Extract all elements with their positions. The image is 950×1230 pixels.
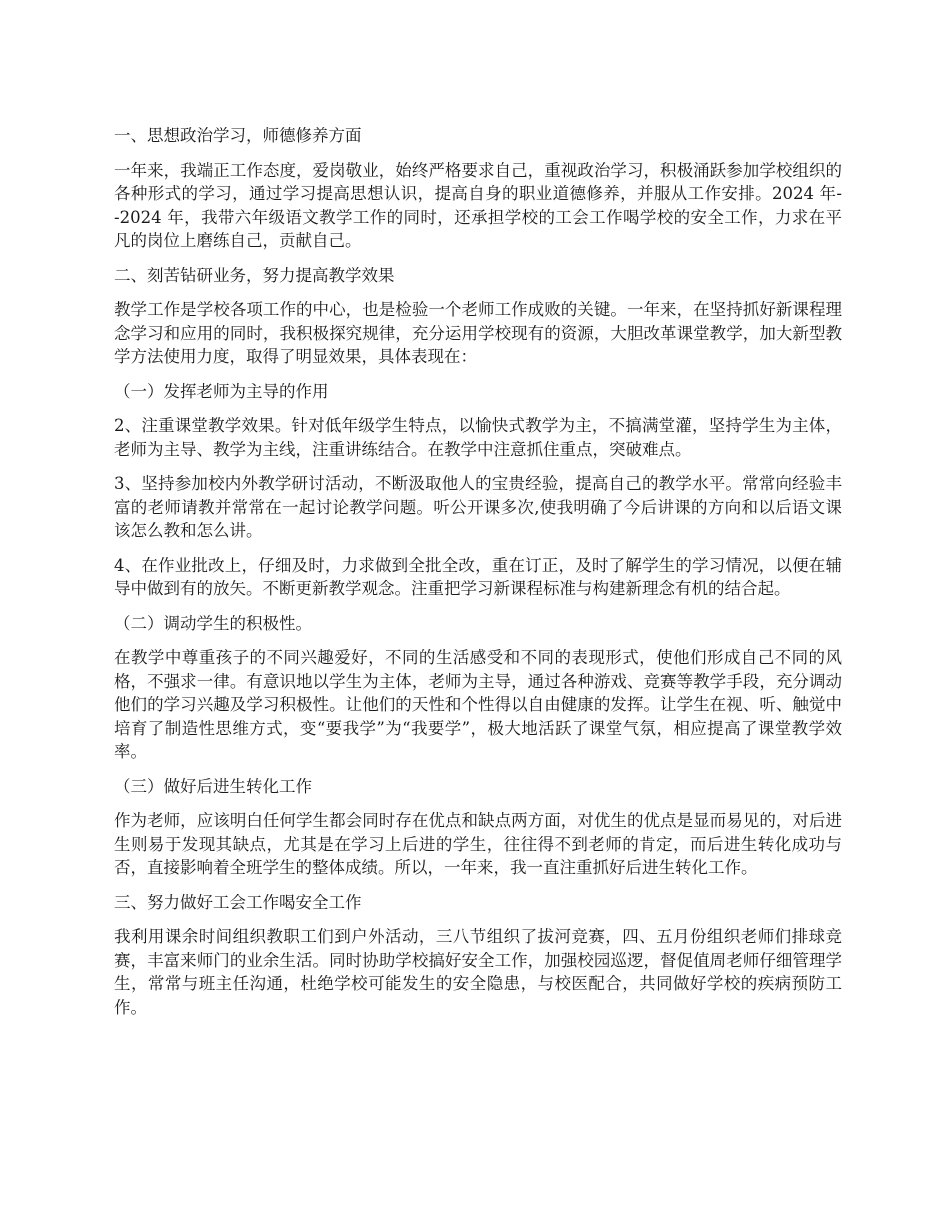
paragraph-student-motivation: 在教学中尊重孩子的不同兴趣爱好，不同的生活感受和不同的表现形式，使他们形成自己不同的风格，不强求一律。有意识地以学生为主体，老师为主导，通过各种游戏、竞赛等教学手段，充分调动他们的学习兴趣及学习积极性。让他们的天性和个性得以自由健康的发挥。让学生在视、听、触觉中培育了制造性思维方式，变“要我学”为“我要学”，极大地活跃了课堂气氛，相应提高了课堂教学效率。 [114, 648, 842, 761]
paragraph-political-study: 一年来，我端正工作态度，爱岗敬业，始终严格要求自己，重视政治学习，积极涌跃参加学校组织的各种形式的学习，通过学习提高思想认识，提高自身的职业道德修养，并服从工作安排。2024 年--2024 年，我带六年级语文教学工作的同时，还承担学校的工会工作喝学校的安全工作，力求在平凡的岗位上磨练自己，贡献自己。 [114, 160, 842, 250]
section-heading-2: 二、刻苦钻研业务，努力提高教学效果 [114, 265, 395, 285]
paragraph-item-2: 2、注重课堂教学效果。针对低年级学生特点，以愉快式教学为主，不搞满堂灌，坚持学生为主体，老师为主导、教学为主线，注重讲练结合。在教学中注意抓住重点，突破难点。 [114, 416, 842, 459]
paragraph-item-3: 3、坚持参加校内外教学研讨活动，不断汲取他人的宝贵经验，提高自己的教学水平。常常向经验丰富的老师请教并常常在一起讨论教学问题。听公开课多次,使我明确了今后讲课的方向和以后语文课该怎么教和怎么讲。 [114, 474, 842, 540]
document-body [114, 124, 842, 1030]
section-heading-3: 三、努力做好工会工作喝安全工作 [114, 892, 362, 912]
paragraph-union-safety: 我利用课余时间组织教职工们到户外活动，三八节组织了拔河竞赛，四、五月份组织老师们排球竞赛，丰富来师门的业余生活。同时协助学校搞好安全工作，加强校园巡逻，督促值周老师仔细管理学生，常常与班主任沟通，杜绝学校可能发生的安全隐患，与校医配合，共同做好学校的疾病预防工作。 [114, 927, 842, 1017]
paragraph-underachievers: 作为老师，应该明白任何学生都会同时存在优点和缺点两方面，对优生的优点是显而易见的，对后进生则易于发现其缺点，尤其是在学习上后进的学生，往往得不到老师的肯定，而后进生转化成功与否，直接影响着全班学生的整体成绩。所以，一年来，我一直注重抓好后进生转化工作。 [114, 811, 842, 877]
subsection-heading-3: （三）做好后进生转化工作 [114, 776, 312, 796]
subsection-heading-1: （一）发挥老师为主导的作用 [114, 381, 329, 401]
section-heading-1: 一、思想政治学习，师德修养方面 [114, 126, 362, 145]
paragraph-teaching-intro: 教学工作是学校各项工作的中心，也是检验一个老师工作成败的关键。一年来，在坚持抓好新课程理念学习和应用的同时，我积极探究规律，充分运用学校现有的资源，大胆改革课堂教学，加大新型教学方法使用力度，取得了明显效果，具体表现在： [114, 300, 842, 366]
subsection-heading-2: （二）调动学生的积极性。 [114, 613, 312, 633]
paragraph-item-4: 4、在作业批改上，仔细及时，力求做到全批全改，重在订正，及时了解学生的学习情况，以便在辅导中做到有的放矢。不断更新教学观念。注重把学习新课程标准与构建新理念有机的结合起。 [114, 555, 842, 598]
